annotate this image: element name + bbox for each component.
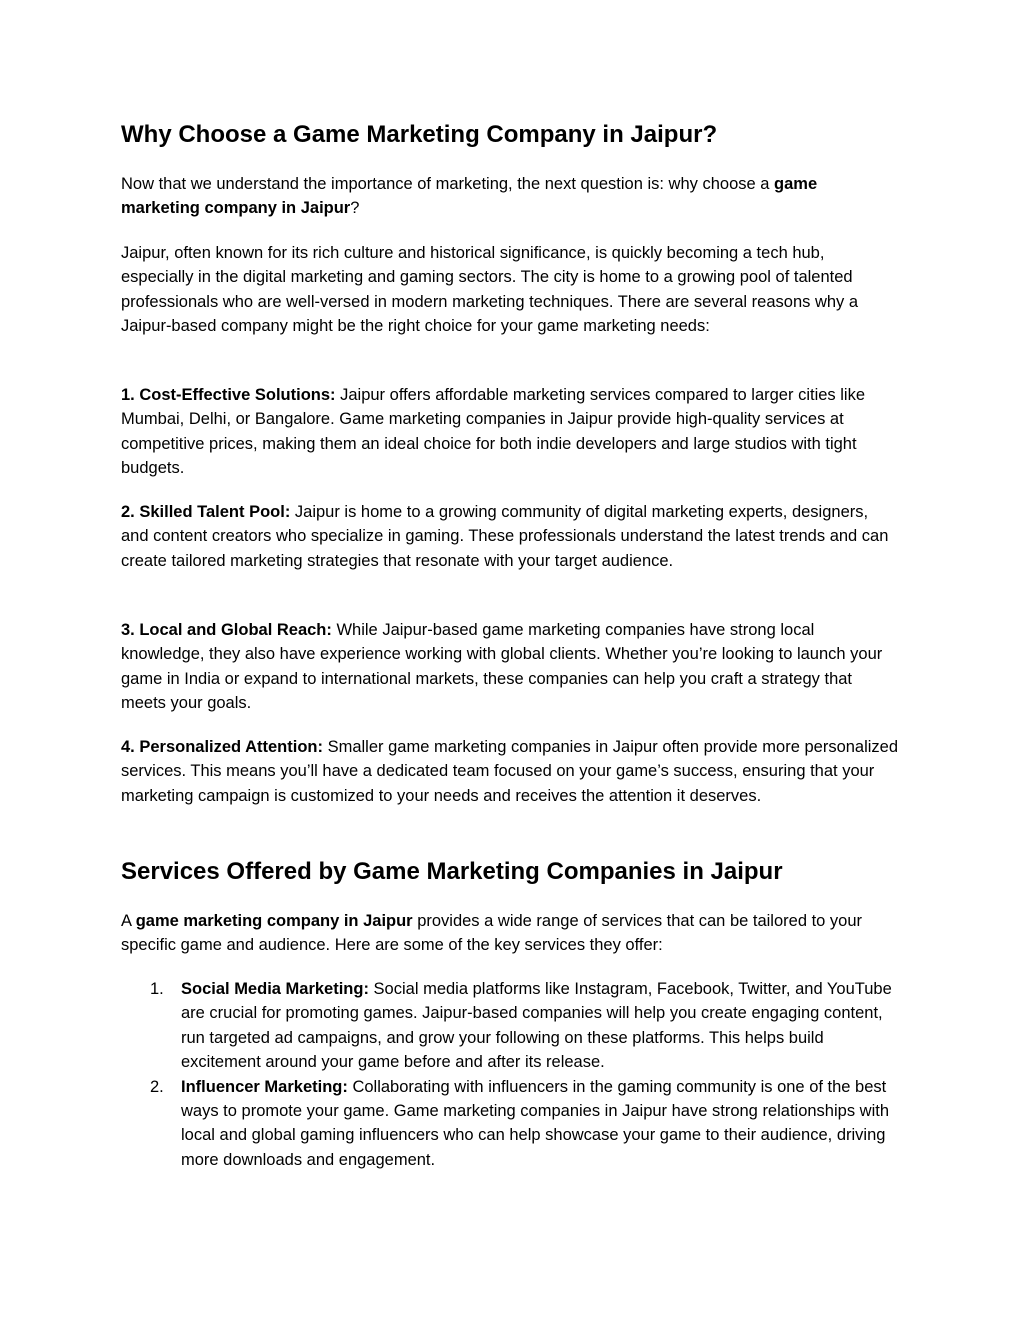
services-intro-emphasis: game marketing company in Jaipur — [135, 912, 413, 930]
service-text: Collaborating with influencers in the gaming community is one of the best ways to promote your game. Game marketing companies in Jaipur have strong relationships with local and global gaming influencers who can help showcase your game to their audience, driving more downloads and engagement. — [181, 1077, 890, 1169]
services-intro-text: A — [121, 912, 136, 930]
list-number: 1. — [150, 980, 164, 998]
reason-title: 1. Cost-Effective Solutions: — [121, 386, 336, 404]
service-title: Influencer Marketing: — [181, 1077, 348, 1096]
reason-text: Jaipur is home to a growing community of digital marketing experts, designers, and content creators who specialize in gaming. These professionals understand the latest trends and can create tailored marketing strategies that resonate with your target audience. — [121, 503, 889, 570]
reason-paragraph-cost — [121, 383, 900, 481]
reason-title: 3. Local and Global Reach: — [121, 621, 332, 639]
list-item — [121, 1075, 900, 1173]
reason-paragraph-reach — [121, 618, 900, 716]
reason-text: Smaller game marketing companies in Jaipur often provide more personalized services. This means you’ll have a dedicated team focused on your game’s success, ensuring that your marketing campaign is customized to your needs and receives the attention it deserves. — [121, 738, 899, 805]
intro-text-end: ? — [350, 199, 360, 218]
reason-paragraph-talent — [121, 500, 900, 573]
context-paragraph: Jaipur, often known for its rich culture and historical significance, is quickly becoming a tech hub, especially in the digital marketing and gaming sectors. The city is home to a growing pool of talented professionals who are well-versed in modern marketing techniques. There are several reasons why a Jaipur-based company might be the right choice for your game marketing needs: — [121, 244, 859, 336]
list-item — [121, 977, 900, 1075]
services-list — [121, 977, 900, 1172]
services-intro-paragraph — [121, 909, 900, 958]
intro-text: Now that we understand the importance of marketing, the next question is: why choose a — [121, 175, 775, 193]
reason-title: 2. Skilled Talent Pool: — [121, 503, 291, 521]
services-intro-text-end: provides a wide range of services that can be tailored to your specific game and audience. Here are some of the key services they offer: — [121, 912, 863, 955]
reason-title: 4. Personalized Attention: — [121, 738, 323, 756]
reason-paragraph-attention — [121, 735, 900, 808]
service-text: Social media platforms like Instagram, Facebook, Twitter, and YouTube are crucial for promoting games. Jaipur-based companies will help you create engaging content, run targeted ad campaigns, and grow your following on these platforms. This helps build excitement around your game before and after its release. — [181, 980, 892, 1072]
section-heading-services: Services Offered by Game Marketing Companies in Jaipur — [121, 858, 783, 885]
reason-text: While Jaipur-based game marketing companies have strong local knowledge, they also have experience working with global clients. Whether you’re looking to launch your game in India or expand to international markets, these companies can help you craft a strategy that meets your goals. — [121, 621, 883, 713]
reason-text: Jaipur offers affordable marketing services compared to larger cities like Mumbai, Delhi, or Bangalore. Game marketing companies in Jaipur provide high-quality services at competitive prices, making them an ideal choice for both indie developers and large studios with tight budgets. — [121, 386, 865, 478]
intro-paragraph — [121, 172, 900, 221]
list-number: 2. — [150, 1077, 164, 1096]
service-title: Social Media Marketing: — [181, 980, 369, 998]
intro-emphasis: game marketing company in Jaipur — [121, 175, 818, 218]
section-heading-why-choose: Why Choose a Game Marketing Company in Jaipur? — [121, 121, 718, 148]
